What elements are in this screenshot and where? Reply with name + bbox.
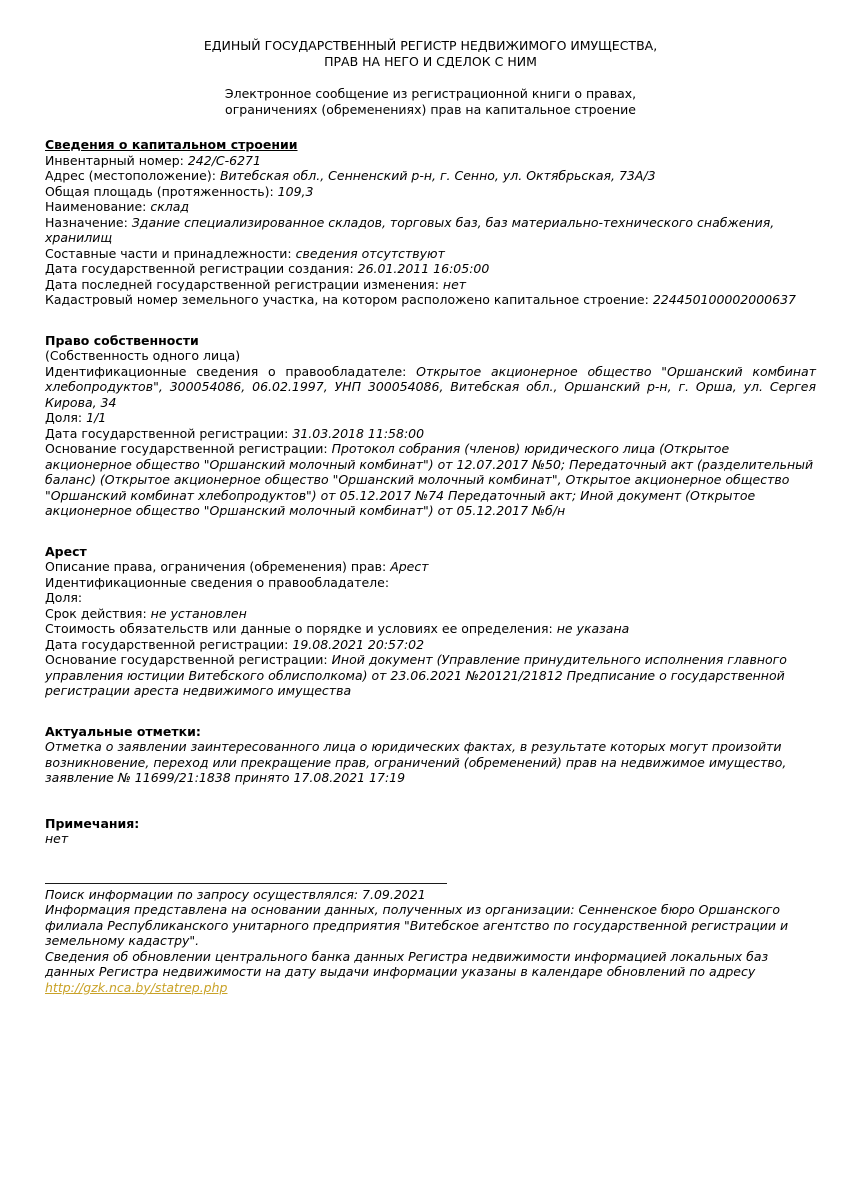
section-heading-arrest: Арест [45, 543, 87, 559]
field-value: склад [150, 199, 190, 214]
document-title [45, 38, 816, 69]
field-label: Кадастровый номер земельного участка, на котором расположено капитальное строение: [45, 292, 649, 307]
field-rightholder [45, 364, 816, 411]
field-label: Идентификационные сведения о правообладателе: [45, 363, 407, 379]
field-label: Инвентарный номер: [45, 152, 184, 168]
field-label: Дата государственной регистрации: [45, 425, 289, 441]
section-heading-marks: Актуальные отметки: [45, 723, 201, 739]
field-reg-date [45, 637, 816, 653]
field-components [45, 246, 816, 262]
document-subtitle [45, 86, 816, 117]
field-obligation-value [45, 621, 816, 637]
field-share [45, 410, 816, 426]
field-value: не указана [556, 621, 630, 636]
field-label: Стоимость обязательств или данные о порядке и условиях ее определения: [45, 621, 553, 636]
field-label: Дата государственной регистрации: [45, 636, 289, 652]
statrep-link[interactable]: http://gzk.nca.by/statrep.php [45, 979, 228, 995]
field-label: Описание права, ограничения (обременения) прав: [45, 559, 387, 574]
field-label: Назначение: [45, 214, 128, 230]
field-value: 31.03.2018 11:58:00 [292, 425, 425, 441]
field-label: Наименование: [45, 199, 147, 214]
field-label: Дата государственной регистрации создания: [45, 261, 354, 276]
field-value: Иной документ (Управление принудительного исполнения главного управления юстиции Витебского облисполкома) от 23.06.2021 №20121/21812 Предписание о государственной регистрации ареста недвижимого имущества [45, 652, 787, 698]
field-value: Здание специализированное складов, торговых баз, баз материально-технического снабжения, хранилищ [45, 214, 775, 245]
section-current-marks [45, 724, 816, 786]
field-label: Адрес (местоположение): [45, 168, 216, 183]
field-label: Дата последней государственной регистрации изменения: [45, 276, 439, 292]
field-creation-reg-date [45, 261, 816, 277]
field-value: 26.01.2011 16:05:00 [357, 261, 490, 276]
field-value: 242/С-6271 [187, 152, 261, 168]
section-arrest [45, 544, 816, 699]
field-label: Идентификационные сведения о правообладателе: [45, 574, 390, 590]
field-name [45, 199, 816, 215]
field-value: Протокол собрания (членов) юридического лица (Открытое акционерное общество "Оршанский молочный комбинат") от 12.07.2017 №50; Передаточный акт (разделительный баланс) (Открытое акционерное общество "Оршанский молочный комбинат", Открытое акционерное общество "Оршанский комбинат хлебопродуктов") от 05.12.2017 №74 Передаточный акт; Иной документ (Открытое акционерное общество "Оршанский молочный комбинат") от 05.12.2017 №б/н [45, 441, 814, 518]
field-purpose [45, 215, 816, 246]
field-restriction-description [45, 559, 816, 575]
field-label: Доля: [45, 590, 83, 605]
field-validity-period [45, 606, 816, 622]
marks-text: Отметка о заявлении заинтересованного лица о юридических фактах, в результате которых могут произойти возникновение, переход или прекращение прав, ограничений (обременений) прав на недвижимое имущество, заявление № 11699/21:1838 принято 17.08.2021 17:19 [45, 739, 787, 785]
section-heading-ownership: Право собственности [45, 332, 199, 348]
field-total-area [45, 184, 816, 200]
subtitle-line-2: ограничениях (обременениях) прав на капитальное строение [225, 101, 636, 117]
field-last-change-reg-date [45, 277, 816, 293]
field-value: 1/1 [86, 410, 107, 425]
field-value: 224450100002000637 [652, 292, 796, 307]
field-reg-basis [45, 441, 816, 519]
field-rightholder-id [45, 575, 816, 591]
separator-line [45, 883, 447, 884]
field-label: Основание государственной регистрации: [45, 652, 328, 667]
field-inventory-number [45, 153, 816, 169]
section-heading-notes: Примечания: [45, 815, 140, 831]
notes-text: нет [45, 831, 69, 846]
field-address [45, 168, 816, 184]
footer-search-date: Поиск информации по запросу осуществлялся: 7.09.2021 [45, 886, 426, 902]
field-value: 19.08.2021 20:57:02 [292, 636, 425, 652]
section-ownership [45, 333, 816, 519]
field-value: Открытое акционерное общество "Оршанский комбинат хлебопродуктов", 300054086, 06.02.1997, УНП 300054086, Витебская обл., Оршанский р-н, г. Орша, ул. Сергея Кирова, 34 [45, 363, 816, 410]
field-cadastral-number [45, 292, 816, 308]
field-reg-date [45, 426, 816, 442]
section-notes [45, 816, 816, 847]
field-share [45, 590, 816, 606]
footer-organization: Информация представлена на основании данных, полученных из организации: Сенненское бюро Оршанского филиала Республиканского унитарного предприятия "Витебское агентство по государственной регистрации и земельному кадастру". [45, 902, 789, 948]
ownership-type: (Собственность одного лица) [45, 348, 241, 363]
field-label: Составные части и принадлежности: [45, 245, 292, 261]
field-value: не установлен [150, 605, 247, 621]
field-reg-basis [45, 652, 816, 699]
field-value: Арест [390, 559, 429, 574]
field-value: нет [442, 276, 467, 292]
field-label: Основание государственной регистрации: [45, 441, 328, 456]
document-footer [45, 883, 816, 996]
title-line-1: ЕДИНЫЙ ГОСУДАРСТВЕННЫЙ РЕГИСТР НЕДВИЖИМОГО ИМУЩЕСТВА, [203, 38, 658, 53]
field-label: Общая площадь (протяженность): [45, 183, 274, 199]
field-value: сведения отсутствуют [295, 245, 445, 261]
footer-update-info: Сведения об обновлении центрального банка данных Регистра недвижимости информацией локальных баз данных Регистра недвижимости на дату выдачи информации указаны в календаре обновлений по адресу [45, 948, 769, 979]
field-label: Доля: [45, 410, 83, 425]
field-label: Срок действия: [45, 605, 147, 621]
section-heading-building: Сведения о капитальном строении [45, 137, 298, 152]
subtitle-line-1: Электронное сообщение из регистрационной книги о правах, [224, 86, 637, 101]
title-line-2: ПРАВ НА НЕГО И СДЕЛОК С НИМ [324, 53, 537, 69]
field-value: 109,3 [277, 183, 314, 199]
section-building-info [45, 137, 816, 308]
field-value: Витебская обл., Сенненский р-н, г. Сенно, ул. Октябрьская, 73А/3 [219, 168, 656, 183]
